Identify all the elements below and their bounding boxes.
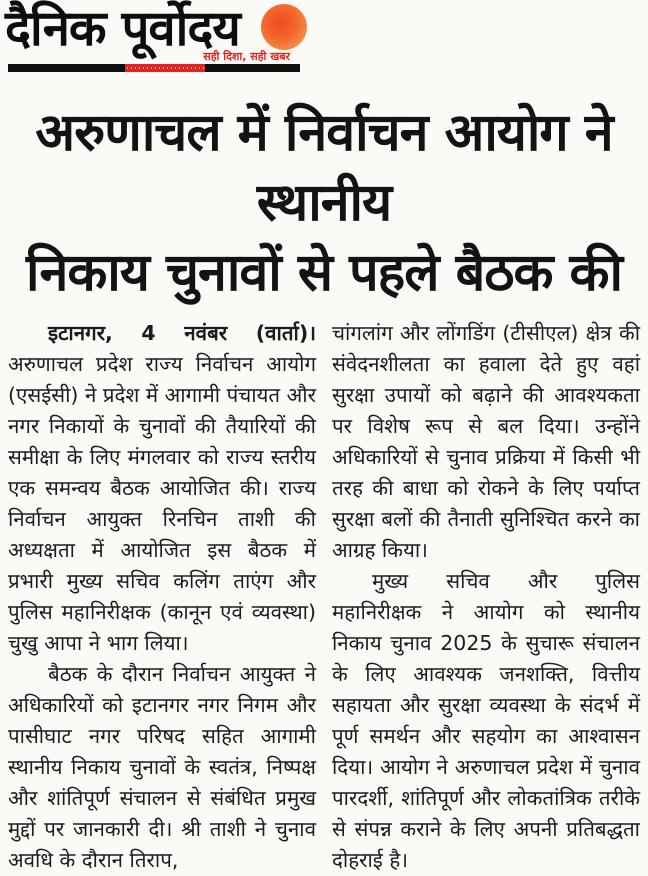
article-paragraph: चांगलांग और लोंगडिंग (टीसीएल) क्षेत्र की संवेदनशीलता का हवाला देते हुए वहां सुरक्षा उपायों को बढ़ाने की आवश्यकता पर विशेष रूप से बल दिया। उन्होंने अधिकारियों से चुनाव प्रक्रिया में किसी भी तरह की बाधा को रोकने के लिए पर्याप्त सुरक्षा बलों की तैनाती सुनिश्चित करने का आग्रह किया।	[332, 321, 640, 562]
headline-line-1: अरुणाचल में निर्वाचन आयोग ने स्थानीय	[35, 103, 613, 233]
article-column-left	[8, 318, 316, 876]
article-column-right	[332, 318, 640, 876]
logo-sun-circle	[261, 4, 307, 50]
paragraph-text: अरुणाचल प्रदेश राज्य निर्वाचन आयोग (एसईसी) ने प्रदेश में आगामी पंचायत और नगर निकायों के चुनावों की तैयारियों की समीक्षा के लिए मंगलवार को राज्य स्तरीय एक समन्वय बैठक आयोजित की। राज्य निर्वाचन आयुक्त रिनचिन ताशी की अध्यक्षता में आयोजित इस बैठक में प्रभारी मुख्य सचिव कलिंग ताएंग और पुलिस महानिरीक्षक (कानून एवं व्यवस्था) चुखु आपा ने भाग लिया।	[8, 352, 316, 655]
masthead-red-badge	[125, 64, 205, 72]
article-paragraph: बैठक के दौरान निर्वाचन आयुक्त ने अधिकारियों को इटानगर नगर निगम और पासीघाट नगर परिषद सहित आगामी स्थानीय निकाय चुनावों के स्वतंत्र, निष्पक्ष और शांतिपूर्ण संचालन से संबंधित प्रमुख मुद्दों पर जानकारी दी। श्री ताशी ने चुनाव अवधि के दौरान तिराप,	[8, 662, 316, 872]
article-headline	[6, 98, 642, 308]
headline-line-2: निकाय चुनावों से पहले बैठक की	[26, 243, 622, 303]
masthead-rule	[8, 64, 300, 72]
masthead	[0, 0, 648, 86]
newspaper-logo: दैनिक पूर्वोदय	[5, 0, 240, 57]
newspaper-tagline: सही दिशा, सही खबर	[203, 50, 290, 63]
article-paragraph: मुख्य सचिव और पुलिस महानिरीक्षक ने आयोग को स्थानीय निकाय चुनाव 2025 के सुचारू संचालन के लिए आवश्यक जनशक्ति, वित्तीय सहायता और सुरक्षा व्यवस्था के संदर्भ में पूर्ण समर्थन और सहयोग का आश्वासन दिया। आयोग ने अरुणाचल प्रदेश में चुनाव पारदर्शी, शांतिपूर्ण और लोकतांत्रिक तरीके से संपन्न कराने के लिए अपनी प्रतिबद्धता दोहराई है।	[332, 569, 640, 872]
article-paragraph	[8, 318, 316, 659]
dateline: इटानगर, 4 नवंबर (वार्ता)।	[48, 321, 316, 345]
article-body	[0, 308, 648, 876]
